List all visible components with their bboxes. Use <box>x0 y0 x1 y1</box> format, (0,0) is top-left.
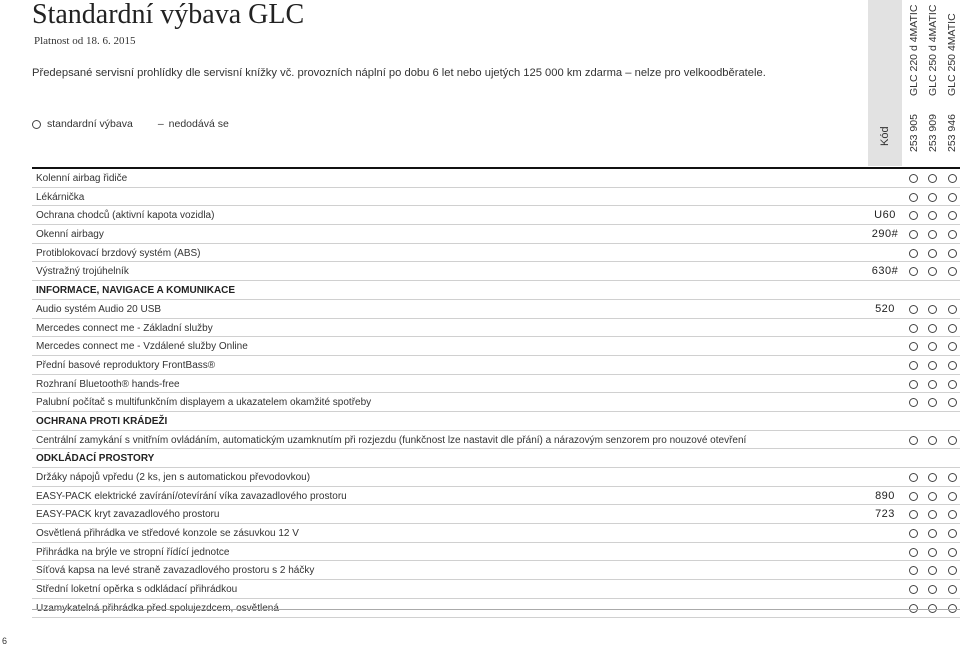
standard-circle-icon <box>928 267 937 276</box>
standard-circle-icon <box>928 548 937 557</box>
table-row <box>32 431 960 450</box>
standard-circle-icon <box>928 249 937 258</box>
model-2-code: 253 909 <box>926 114 939 152</box>
table-row <box>32 524 960 543</box>
standard-circle-icon <box>928 230 937 239</box>
standard-circle-icon <box>928 380 937 389</box>
standard-circle-icon <box>909 249 918 258</box>
validity-date: Platnost od 18. 6. 2015 <box>34 35 136 47</box>
standard-circle-icon <box>928 436 937 445</box>
standard-circle-icon <box>909 342 918 351</box>
standard-circle-icon <box>928 529 937 538</box>
standard-circle-icon <box>948 529 957 538</box>
code-column-header <box>868 0 902 166</box>
equipment-label: Kolenní airbag řidiče <box>36 173 128 184</box>
equipment-code: 723 <box>875 508 895 521</box>
model-3-name: GLC 250 4MATIC <box>945 13 958 96</box>
model-column-2 <box>923 0 942 166</box>
table-row <box>32 375 960 394</box>
standard-circle-icon <box>909 585 918 594</box>
equipment-label: Mercedes connect me - Základní služby <box>36 322 213 334</box>
standard-circle-icon <box>948 249 957 258</box>
equipment-label: Okenní airbagy <box>36 229 104 241</box>
standard-circle-icon <box>948 361 957 370</box>
page-title: Standardní výbava GLC <box>32 0 305 30</box>
equipment-code: 890 <box>875 489 895 502</box>
standard-circle-icon <box>928 305 937 314</box>
code-header-label: Kód <box>879 126 891 146</box>
equipment-code: 520 <box>875 302 895 315</box>
model-column-3 <box>942 0 960 166</box>
page-number: 6 <box>2 636 8 646</box>
model-2-name: GLC 250 d 4MATIC <box>926 4 939 96</box>
standard-circle-icon <box>909 510 918 519</box>
model-3-code: 253 946 <box>945 114 958 152</box>
standard-circle-icon <box>948 492 957 501</box>
equipment-label: Lékárnička <box>36 191 85 203</box>
standard-circle-icon <box>948 193 957 202</box>
equipment-table <box>32 169 960 618</box>
standard-circle-icon <box>909 174 918 183</box>
standard-circle-icon <box>909 361 918 370</box>
equipment-code: 630# <box>871 265 899 278</box>
table-row <box>32 580 960 599</box>
standard-circle-icon <box>909 436 918 445</box>
standard-circle-icon <box>948 566 957 575</box>
standard-circle-icon <box>928 398 937 407</box>
standard-circle-icon <box>928 342 937 351</box>
equipment-label: Protiblokovací brzdový systém (ABS) <box>36 247 201 259</box>
standard-circle-icon <box>948 342 957 351</box>
standard-circle-icon <box>928 585 937 594</box>
equipment-label: Síťová kapsa na levé straně zavazadlového prostoru s 2 háčky <box>36 565 315 577</box>
standard-circle-icon <box>909 230 918 239</box>
service-notice: Předepsané servisní prohlídky dle servisní knížky vč. provozních náplní po dobu 6 let nebo ujetých 125 000 km zdarma – nelze pro velkoodběratele. <box>32 67 766 79</box>
table-row <box>32 169 960 188</box>
standard-circle-icon <box>948 267 957 276</box>
equipment-label: Střední loketní opěrka s odkládací přihrádkou <box>36 584 238 596</box>
equipment-label: Výstražný trojúhelník <box>36 266 129 278</box>
standard-circle-icon <box>928 174 937 183</box>
standard-circle-icon <box>909 305 918 314</box>
model-1-name: GLC 220 d 4MATIC <box>907 4 920 96</box>
table-bottom-divider <box>32 609 960 610</box>
table-row <box>32 393 960 412</box>
standard-circle-icon <box>948 548 957 557</box>
equipment-label: Rozhraní Bluetooth® hands-free <box>36 378 180 390</box>
equipment-label: Přihrádka na brýle ve stropní řídící jednotce <box>36 546 230 558</box>
standard-circle-icon <box>948 305 957 314</box>
standard-circle-icon <box>948 380 957 389</box>
equipment-label: EASY-PACK kryt zavazadlového prostoru <box>36 509 220 521</box>
model-column-1 <box>904 0 923 166</box>
standard-circle-icon <box>928 473 937 482</box>
equipment-code: U60 <box>874 209 896 222</box>
table-row <box>32 188 960 207</box>
table-row <box>32 561 960 580</box>
standard-circle-icon <box>909 267 918 276</box>
model-1-code: 253 905 <box>907 114 920 152</box>
standard-circle-icon <box>909 398 918 407</box>
standard-circle-icon <box>909 193 918 202</box>
standard-circle-icon <box>909 548 918 557</box>
legend-na-symbol: – <box>157 118 164 130</box>
table-row <box>32 244 960 263</box>
standard-circle-icon <box>948 510 957 519</box>
standard-circle-icon <box>928 510 937 519</box>
legend-na-label: nedodává se <box>168 118 229 130</box>
standard-circle-icon <box>948 174 957 183</box>
standard-circle-icon <box>32 120 41 129</box>
standard-circle-icon <box>948 585 957 594</box>
equipment-label: Centrální zamykání s vnitřním ovládáním, automatickým uzamknutím při rozjezdu (funkčnost lze nastavit dle přání) a nárazovým senzorem pro nouzové otevření <box>36 434 747 446</box>
standard-circle-icon <box>948 436 957 445</box>
section-header-row <box>32 449 960 468</box>
legend <box>32 118 229 130</box>
table-row <box>32 225 960 244</box>
standard-circle-icon <box>928 492 937 501</box>
standard-circle-icon <box>948 398 957 407</box>
table-row <box>32 337 960 356</box>
table-row <box>32 206 960 225</box>
standard-circle-icon <box>928 361 937 370</box>
equipment-code: 290# <box>871 228 899 241</box>
equipment-label: Audio systém Audio 20 USB <box>36 303 162 315</box>
standard-circle-icon <box>928 566 937 575</box>
standard-circle-icon <box>909 566 918 575</box>
section-header-row <box>32 281 960 300</box>
standard-circle-icon <box>948 211 957 220</box>
standard-circle-icon <box>909 380 918 389</box>
equipment-label: EASY-PACK elektrické zavírání/otevírání víka zavazadlového prostoru <box>36 490 347 502</box>
standard-circle-icon <box>928 211 937 220</box>
table-row <box>32 487 960 506</box>
section-title: INFORMACE, NAVIGACE A KOMUNIKACE <box>36 285 236 297</box>
standard-circle-icon <box>948 473 957 482</box>
equipment-label: Přední basové reproduktory FrontBass® <box>36 359 216 371</box>
standard-circle-icon <box>948 324 957 333</box>
equipment-label: Palubní počítač s multifunkčním displayem a ukazatelem okamžité spotřeby <box>36 397 372 409</box>
standard-circle-icon <box>909 324 918 333</box>
section-title: ODKLÁDACÍ PROSTORY <box>36 453 155 465</box>
equipment-label: Osvětlená přihrádka ve středové konzole se zásuvkou 12 V <box>36 528 299 540</box>
table-row <box>32 300 960 319</box>
table-row <box>32 356 960 375</box>
standard-circle-icon <box>948 230 957 239</box>
standard-circle-icon <box>909 529 918 538</box>
standard-circle-icon <box>909 492 918 501</box>
table-row <box>32 262 960 281</box>
legend-standard-label: standardní výbava <box>47 118 133 130</box>
table-row <box>32 319 960 338</box>
equipment-label: Ochrana chodců (aktivní kapota vozidla) <box>36 210 215 222</box>
table-row <box>32 468 960 487</box>
equipment-label: Mercedes connect me - Vzdálené služby Online <box>36 341 248 353</box>
standard-circle-icon <box>928 324 937 333</box>
section-title: OCHRANA PROTI KRÁDEŽI <box>36 415 168 427</box>
standard-circle-icon <box>928 193 937 202</box>
section-header-row <box>32 412 960 431</box>
equipment-label: Držáky nápojů vpředu (2 ks, jen s automatickou převodovkou) <box>36 472 311 483</box>
standard-circle-icon <box>909 473 918 482</box>
table-row <box>32 505 960 524</box>
table-row <box>32 543 960 562</box>
standard-circle-icon <box>909 211 918 220</box>
